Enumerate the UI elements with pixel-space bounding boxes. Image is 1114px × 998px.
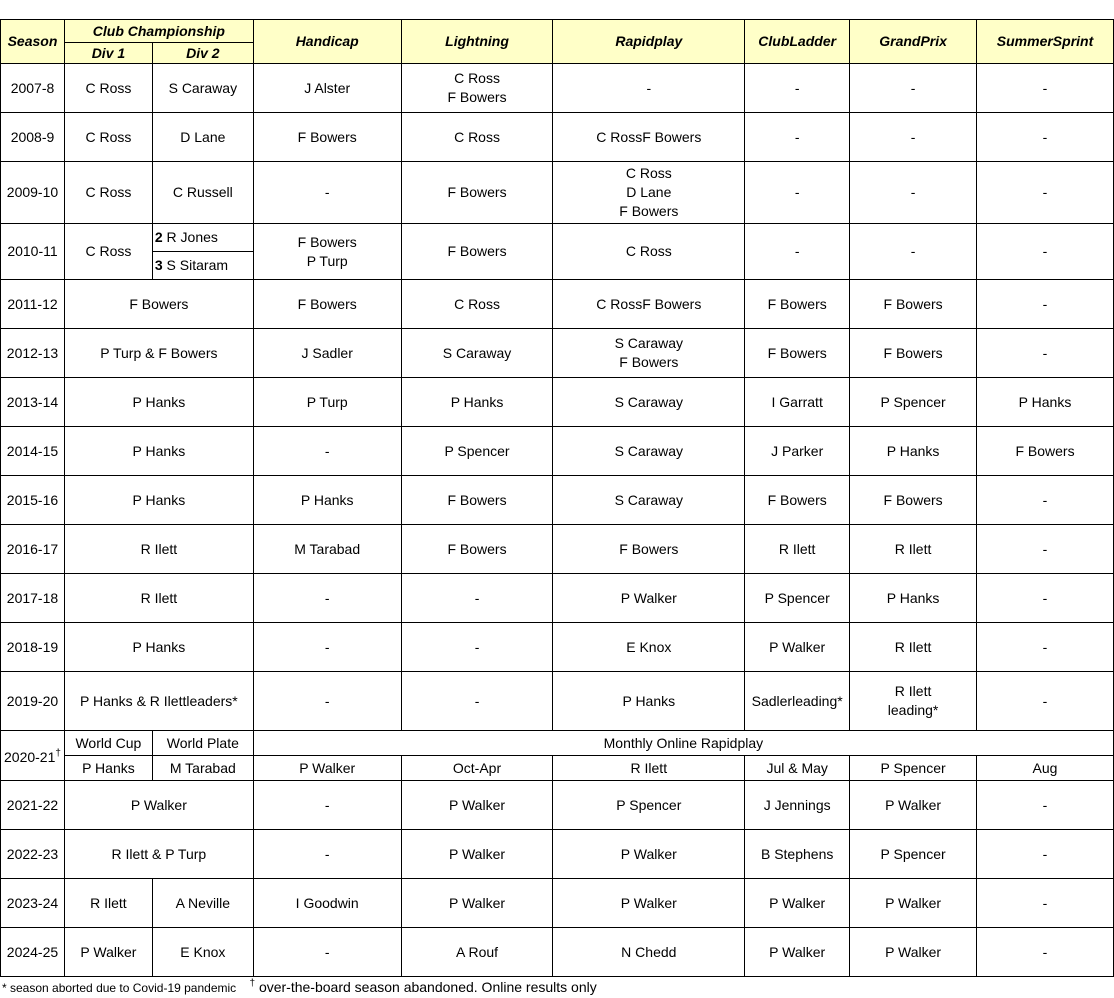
table-row [1, 574, 1114, 623]
club-championship-cell: P Hanks [64, 476, 253, 525]
rapidplay-cell: P Walker [553, 879, 745, 928]
grandprix-cell: P Hanks [850, 574, 977, 623]
rapidplay-cell: C Ross [553, 224, 745, 280]
table-row [1, 427, 1114, 476]
clubladder-cell: - [745, 64, 850, 113]
clubladder-cell: B Stephens [745, 830, 850, 879]
clubladder-cell: F Bowers [745, 280, 850, 329]
handicap-cell: - [253, 781, 401, 830]
div1-cell: C Ross [64, 162, 152, 224]
header-div2: Div 2 [152, 43, 253, 64]
handicap-cell: - [253, 672, 401, 731]
table-row [1, 928, 1114, 977]
lightning-cell: - [401, 672, 553, 731]
club-championship-cell: R Ilett & P Turp [64, 830, 253, 879]
club-championship-cell: R Ilett [64, 574, 253, 623]
club-championship-cell: P Turp & F Bowers [64, 329, 253, 378]
grandprix-cell: P Walker [850, 928, 977, 977]
clubladder-cell: I Garratt [745, 378, 850, 427]
rapidplay-cell: N Chedd [553, 928, 745, 977]
grandprix-cell: F Bowers [850, 280, 977, 329]
season-cell: 2010-11 [1, 224, 65, 280]
table-row [1, 781, 1114, 830]
div1-cell: C Ross [64, 113, 152, 162]
club-championship-cell: P Walker [64, 781, 253, 830]
season-cell: 2007-8 [1, 64, 65, 113]
table-row [1, 525, 1114, 574]
season-cell: 2024-25 [1, 928, 65, 977]
season-cell: 2020-21† [1, 731, 65, 781]
header-grandprix: GrandPrix [850, 20, 977, 64]
table-row [1, 756, 1114, 781]
season-cell: 2011-12 [1, 280, 65, 329]
div2-cell: M Tarabad [152, 756, 253, 781]
summersprint-cell: - [977, 928, 1114, 977]
grandprix-cell: - [850, 113, 977, 162]
clubladder-cell: J Jennings [745, 781, 850, 830]
clubladder-cell: Sadlerleading* [745, 672, 850, 731]
world-cup-label: World Cup [64, 731, 152, 756]
online-footnote: † over-the-board season abandoned. Online results only [249, 978, 597, 995]
club-championship-cell: P Hanks [64, 427, 253, 476]
season-cell: 2013-14 [1, 378, 65, 427]
lightning-cell: P Walker [401, 781, 553, 830]
div1-cell: R Ilett [64, 879, 152, 928]
lightning-cell: F Bowers [401, 525, 553, 574]
rapidplay-cell: P Walker [553, 830, 745, 879]
summersprint-cell: - [977, 64, 1114, 113]
header-season: Season [1, 20, 65, 64]
season-cell: 2022-23 [1, 830, 65, 879]
lightning-cell: - [401, 623, 553, 672]
grandprix-cell: - [850, 64, 977, 113]
clubladder-cell: P Walker [745, 879, 850, 928]
div2-cell: 2 R Jones [152, 224, 253, 252]
season-cell: 2021-22 [1, 781, 65, 830]
handicap-cell: P Turp [253, 378, 401, 427]
handicap-cell: P Hanks [253, 476, 401, 525]
summersprint-cell: - [977, 781, 1114, 830]
season-cell: 2017-18 [1, 574, 65, 623]
club-championship-cell: P Hanks [64, 623, 253, 672]
table-row [1, 476, 1114, 525]
lightning-cell: F Bowers [401, 476, 553, 525]
grandprix-cell: R Ilett leading* [850, 672, 977, 731]
handicap-cell: F Bowers [253, 113, 401, 162]
clubladder-cell: P Walker [745, 928, 850, 977]
table-row [1, 64, 1114, 113]
lightning-cell: P Walker [401, 879, 553, 928]
clubladder-cell: J Parker [745, 427, 850, 476]
lightning-cell: P Spencer [401, 427, 553, 476]
season-cell: 2023-24 [1, 879, 65, 928]
covid-footnote: * season aborted due to Covid-19 pandemic [2, 981, 237, 995]
summersprint-cell: - [977, 830, 1114, 879]
summersprint-cell: - [977, 672, 1114, 731]
lightning-cell: Oct-Apr [401, 756, 553, 781]
div2-cell: E Knox [152, 928, 253, 977]
div1-cell: C Ross [64, 64, 152, 113]
div2-cell: S Caraway [152, 64, 253, 113]
summersprint-cell: - [977, 623, 1114, 672]
header-handicap: Handicap [253, 20, 401, 64]
grandprix-cell: R Ilett [850, 623, 977, 672]
club-championship-cell: R Ilett [64, 525, 253, 574]
rapidplay-cell: P Spencer [553, 781, 745, 830]
grandprix-cell: - [850, 162, 977, 224]
handicap-cell: F Bowers [253, 280, 401, 329]
div1-cell: C Ross [64, 224, 152, 280]
summersprint-cell: - [977, 525, 1114, 574]
table-row [1, 224, 1114, 252]
clubladder-cell: R Ilett [745, 525, 850, 574]
clubladder-cell: - [745, 224, 850, 280]
summersprint-cell: F Bowers [977, 427, 1114, 476]
lightning-cell: - [401, 574, 553, 623]
grandprix-cell: P Walker [850, 781, 977, 830]
rapidplay-cell: - [553, 64, 745, 113]
handicap-cell: I Goodwin [253, 879, 401, 928]
grandprix-cell: - [850, 224, 977, 280]
summersprint-cell: - [977, 113, 1114, 162]
rapidplay-cell: S Caraway [553, 427, 745, 476]
handicap-cell: - [253, 830, 401, 879]
season-cell: 2012-13 [1, 329, 65, 378]
summersprint-cell: - [977, 224, 1114, 280]
clubladder-cell: P Walker [745, 623, 850, 672]
header-lightning: Lightning [401, 20, 553, 64]
clubladder-cell: Jul & May [745, 756, 850, 781]
summersprint-cell: - [977, 476, 1114, 525]
club-championship-cell: P Hanks [64, 378, 253, 427]
clubladder-cell: P Spencer [745, 574, 850, 623]
table-row [1, 378, 1114, 427]
club-championship-cell: P Hanks & R Ilettleaders* [64, 672, 253, 731]
season-cell: 2019-20 [1, 672, 65, 731]
season-cell: 2014-15 [1, 427, 65, 476]
rapidplay-cell: C RossF Bowers [553, 113, 745, 162]
summersprint-cell: - [977, 280, 1114, 329]
rapidplay-cell: P Hanks [553, 672, 745, 731]
grandprix-cell: P Spencer [850, 830, 977, 879]
handicap-cell: J Alster [253, 64, 401, 113]
season-cell: 2016-17 [1, 525, 65, 574]
handicap-cell: - [253, 162, 401, 224]
grandprix-cell: P Spencer [850, 378, 977, 427]
rapidplay-cell: C Ross D Lane F Bowers [553, 162, 745, 224]
monthly-online-rapidplay-label: Monthly Online Rapidplay [253, 731, 1113, 756]
header-rapidplay: Rapidplay [553, 20, 745, 64]
div2-cell: A Neville [152, 879, 253, 928]
table-row [1, 329, 1114, 378]
table-row [1, 623, 1114, 672]
div1-cell: P Hanks [64, 756, 152, 781]
table-row [1, 672, 1114, 731]
div2-cell: D Lane [152, 113, 253, 162]
table-row [1, 731, 1114, 756]
club-championship-cell: F Bowers [64, 280, 253, 329]
footnotes [2, 978, 597, 995]
lightning-cell: F Bowers [401, 162, 553, 224]
handicap-cell: - [253, 427, 401, 476]
header-clubladder: ClubLadder [745, 20, 850, 64]
handicap-cell: - [253, 574, 401, 623]
rapidplay-cell: P Walker [553, 574, 745, 623]
summersprint-cell: - [977, 162, 1114, 224]
header-div1: Div 1 [64, 43, 152, 64]
season-cell: 2015-16 [1, 476, 65, 525]
div2-cell: 3 S Sitaram [152, 252, 253, 280]
lightning-cell: P Hanks [401, 378, 553, 427]
handicap-cell: - [253, 623, 401, 672]
dagger-mark: † [55, 748, 61, 759]
div1-cell: P Walker [64, 928, 152, 977]
championship-results-table [0, 19, 1114, 977]
table-row [1, 280, 1114, 329]
lightning-cell: C Ross F Bowers [401, 64, 553, 113]
lightning-cell: A Rouf [401, 928, 553, 977]
season-cell: 2018-19 [1, 623, 65, 672]
grandprix-cell: P Spencer [850, 756, 977, 781]
summersprint-cell: Aug [977, 756, 1114, 781]
div2-cell: C Russell [152, 162, 253, 224]
handicap-cell: J Sadler [253, 329, 401, 378]
clubladder-cell: - [745, 162, 850, 224]
rapidplay-cell: C RossF Bowers [553, 280, 745, 329]
header-summersprint: SummerSprint [977, 20, 1114, 64]
rapidplay-cell: R Ilett [553, 756, 745, 781]
table-row [1, 879, 1114, 928]
season-cell: 2008-9 [1, 113, 65, 162]
rapidplay-cell: S Caraway [553, 476, 745, 525]
handicap-cell: M Tarabad [253, 525, 401, 574]
lightning-cell: C Ross [401, 113, 553, 162]
header-club-championship: Club Championship [64, 20, 253, 43]
grandprix-cell: F Bowers [850, 476, 977, 525]
summersprint-cell: - [977, 574, 1114, 623]
summersprint-cell: - [977, 879, 1114, 928]
lightning-cell: S Caraway [401, 329, 553, 378]
handicap-cell: P Walker [253, 756, 401, 781]
clubladder-cell: F Bowers [745, 329, 850, 378]
clubladder-cell: - [745, 113, 850, 162]
table-row [1, 113, 1114, 162]
handicap-cell: F Bowers P Turp [253, 224, 401, 280]
grandprix-cell: F Bowers [850, 329, 977, 378]
clubladder-cell: F Bowers [745, 476, 850, 525]
rapidplay-cell: S Caraway F Bowers [553, 329, 745, 378]
rapidplay-cell: S Caraway [553, 378, 745, 427]
world-plate-label: World Plate [152, 731, 253, 756]
handicap-cell: - [253, 928, 401, 977]
grandprix-cell: R Ilett [850, 525, 977, 574]
lightning-cell: P Walker [401, 830, 553, 879]
rapidplay-cell: E Knox [553, 623, 745, 672]
table-row [1, 162, 1114, 224]
rapidplay-cell: F Bowers [553, 525, 745, 574]
summersprint-cell: P Hanks [977, 378, 1114, 427]
lightning-cell: F Bowers [401, 224, 553, 280]
lightning-cell: C Ross [401, 280, 553, 329]
season-cell: 2009-10 [1, 162, 65, 224]
grandprix-cell: P Hanks [850, 427, 977, 476]
grandprix-cell: P Walker [850, 879, 977, 928]
summersprint-cell: - [977, 329, 1114, 378]
table-row [1, 830, 1114, 879]
